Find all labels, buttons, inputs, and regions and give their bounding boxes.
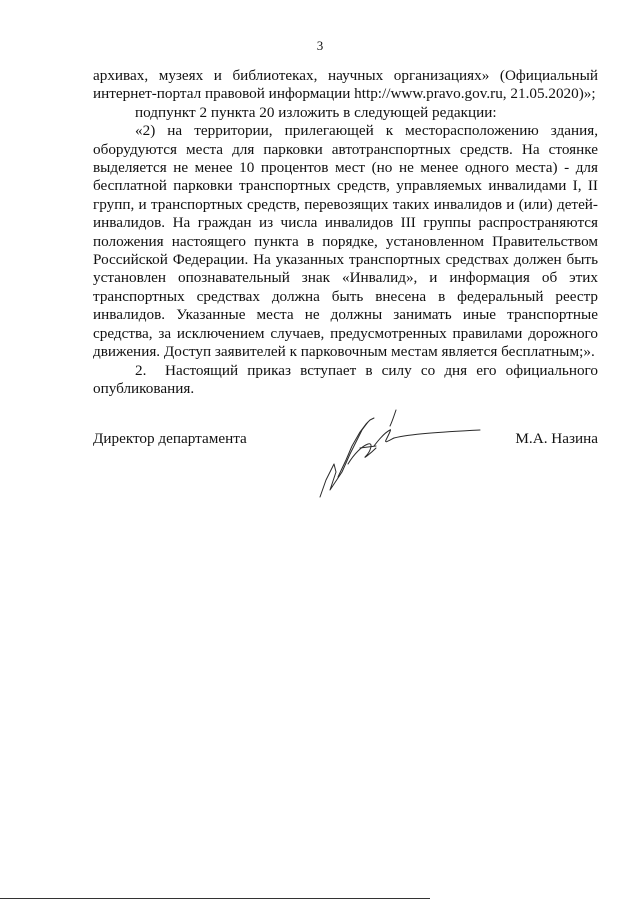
item-text: Настоящий приказ вступает в силу со дня его официального опубликования. [93,361,598,397]
footer-divider [0,898,430,899]
document-body [93,67,598,398]
signatory-title: Директор департамента [93,430,247,447]
paragraph-subpoint-intro: подпункт 2 пункта 20 изложить в следующей редакции: [135,103,497,121]
handwritten-signature [290,402,490,502]
item-number: 2. [135,361,147,379]
numbered-item-2 [93,362,598,399]
paragraph-archives: архивах, музеях и библиотеках, научных организациях» (Официальный интернет-портал правовой информации http://www.pravo.gov.ru, 21.05.2020)»; [93,67,598,103]
page-number: 3 [316,38,324,53]
paragraph-parking-rules: «2) на территории, прилегающей к месторасположению здания, оборудуются места для парковки автотранспортных средств. На стоянке выделяется не менее 10 процентов мест (но не менее одного места) - для бесплатной парковки транспортных средств, управляемых инвалидами I, II групп, и транспортных средств, перевозящих таких инвалидов и (или) детей-инвалидов. На граждан из числа инвалидов III группы распространяются положения настоящего пункта в порядке, установленном Правительством Российской Федерации. На указанных транспортных средствах должен быть установлен опознавательный знак «Инвалид», и информация об этих транспортных средствах должна быть внесена в федеральный реестр инвалидов. Указанные места не должны занимать иные транспортные средства, за исключением случаев, предусмотренных правилами дорожного движения. Доступ заявителей к парковочным местам является бесплатным;». [93,122,598,361]
signatory-name: М.А. Назина [515,430,598,447]
